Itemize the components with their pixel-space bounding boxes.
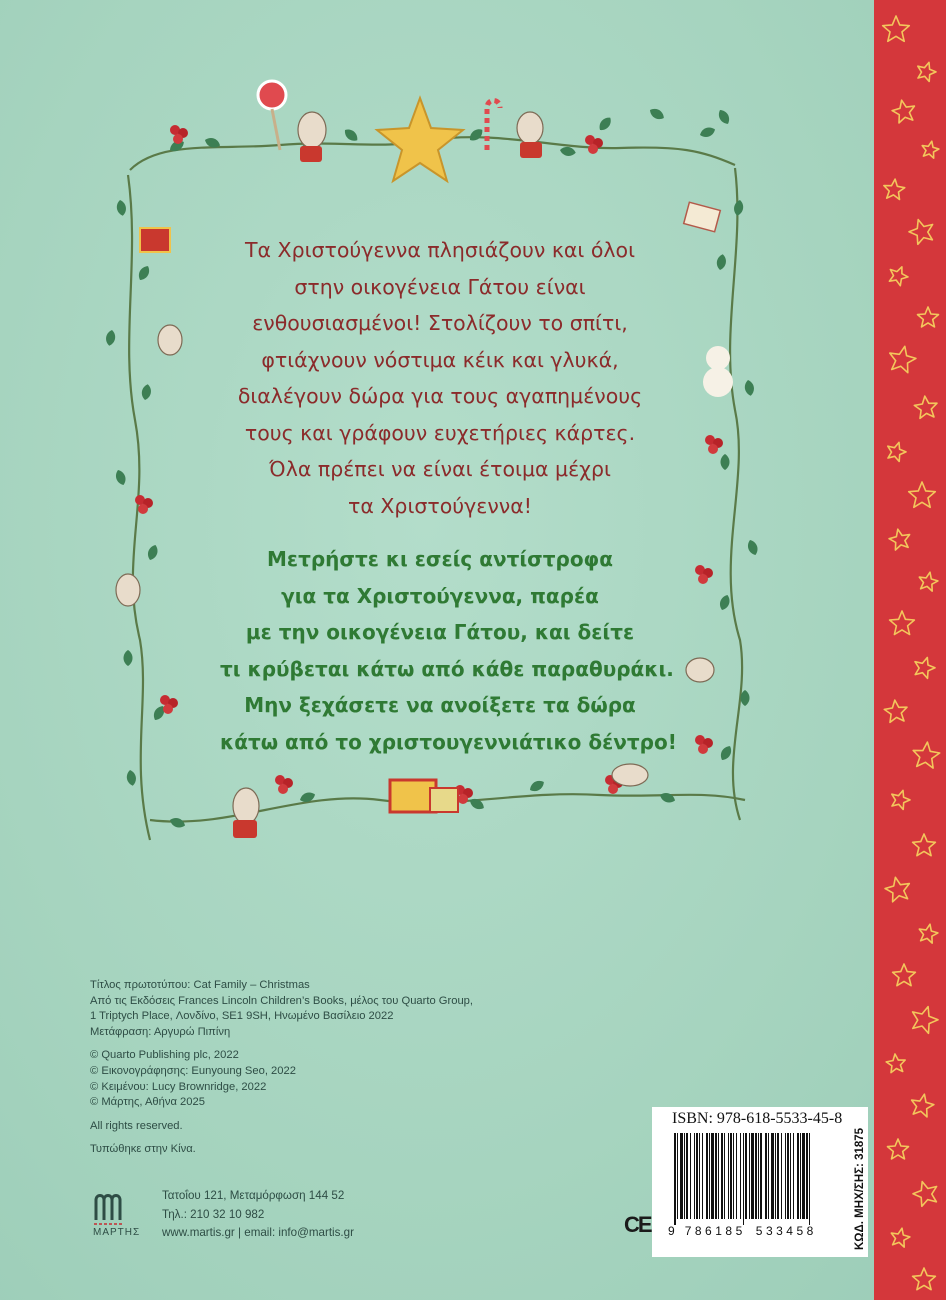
barcode-bar (718, 1133, 719, 1219)
star-icon (892, 790, 910, 809)
star-icon (890, 611, 915, 635)
copyright-line: © Εικονογράφησης: Eunyoung Seo, 2022 (90, 1064, 296, 1077)
star-icon (893, 964, 916, 986)
barcode-bar (790, 1133, 791, 1219)
barcode-bar (740, 1133, 741, 1219)
barcode-bar (743, 1133, 744, 1225)
ce-mark: CE (624, 1212, 651, 1237)
blurb-line: Μην ξεχάσετε να ανοίξετε τα δώρα (244, 693, 636, 717)
left-leaves (105, 199, 167, 786)
barcode-bar (690, 1133, 691, 1219)
barcode-icon (668, 1133, 818, 1225)
barcode-bar (736, 1133, 737, 1219)
copyright-line: © Quarto Publishing plc, 2022 (90, 1049, 239, 1062)
gift-box-icon (140, 228, 170, 252)
barcode-bar (728, 1133, 729, 1219)
barcode-bar (777, 1133, 779, 1219)
barcode-bar (755, 1133, 757, 1219)
star-icon (909, 220, 933, 245)
barcode-bar (677, 1133, 678, 1219)
barcode-bar (711, 1133, 714, 1219)
star-icon (915, 658, 935, 679)
barcode-bar (696, 1133, 698, 1219)
barcode-bar (768, 1133, 769, 1219)
blurb-paragraph-green (220, 541, 677, 760)
star-icon (912, 1094, 934, 1117)
star-icon (919, 924, 938, 943)
star-icon (919, 572, 938, 591)
star-icon (883, 16, 910, 41)
barcode-bar (733, 1133, 734, 1219)
barcode-bar (680, 1133, 683, 1219)
credit-line: Από τις Εκδόσεις Frances Lincoln Children’s Books, μέλος του Quarto Group, (90, 994, 474, 1007)
barcode-bar (745, 1133, 747, 1219)
star-icon (913, 834, 936, 856)
blurb-line: τους και γράφουν ευχετήριες κάρτες. (244, 420, 636, 445)
barcode-bar (800, 1133, 801, 1219)
star-icon (913, 1182, 937, 1207)
blurb-paragraph-red (220, 232, 660, 524)
star-icon (889, 267, 908, 286)
barcode-bar (699, 1133, 700, 1219)
barcode-bar (775, 1133, 776, 1219)
barcode-bar (709, 1133, 710, 1219)
star-icon (913, 742, 940, 768)
credit-line: Τίτλος πρωτοτύπου: Cat Family – Christmas (90, 979, 310, 991)
snowman-icon (703, 346, 733, 397)
barcode-bar (721, 1133, 723, 1219)
barcode-bar (793, 1133, 794, 1219)
barcode-bar (674, 1133, 676, 1225)
barcode-bar (686, 1133, 688, 1219)
blurb-line: για τα Χριστούγεννα, παρέα (281, 583, 599, 608)
barcode-bar (787, 1133, 789, 1219)
publisher-phone: Τηλ.: 210 32 10 982 (162, 1207, 265, 1221)
star-icon (914, 396, 937, 418)
star-icon (922, 141, 939, 158)
barcode-bar (702, 1133, 703, 1219)
credits-block (90, 978, 630, 1158)
barcode-bar (802, 1133, 805, 1219)
barcode-bar (760, 1133, 762, 1219)
star-icon (913, 1268, 936, 1290)
publisher-address: Τατοΐου 121, Μεταμόρφωση 144 52 (162, 1189, 345, 1202)
publisher-info (162, 1187, 354, 1243)
star-icon (909, 482, 936, 507)
blurb-line: Τα Χριστούγεννα πλησιάζουν και όλοι (244, 238, 636, 262)
barcode-bar (771, 1133, 774, 1219)
barcode-bar (758, 1133, 759, 1219)
star-icon (888, 442, 906, 461)
barcode-bar (765, 1133, 767, 1219)
barcode-first-digit: 9 (668, 1224, 675, 1238)
barcode-right-digits: 533458 (755, 1224, 817, 1238)
star-icon (884, 179, 905, 199)
envelope-icon (684, 202, 721, 232)
blurb-line: διαλέγουν δώρα για τους αγαπημένους (237, 384, 643, 408)
isbn-text: ISBN: 978-618-5533-45-8 (672, 1110, 843, 1127)
blurb-line: φτιάχνουν νόστιμα κέικ και γλυκά, (261, 347, 619, 372)
gift-box-icon (430, 788, 458, 812)
blurb-line: Όλα πρέπει να είναι έτοιμα μέχρι (269, 457, 611, 481)
blurb-line: ενθουσιασμένοι! Στολίζουν το σπίτι, (252, 311, 628, 335)
barcode-bar (806, 1133, 808, 1219)
star-icon (888, 1139, 909, 1159)
star-icon (884, 700, 907, 722)
lollipop-icon (258, 81, 286, 109)
publisher-name: ΜΑΡΤΗΣ (93, 1227, 141, 1238)
star-icon (890, 346, 916, 372)
stars-pattern (874, 0, 946, 1300)
barcode-bar (694, 1133, 695, 1219)
barcode-bar (785, 1133, 786, 1219)
barcode-bar (781, 1133, 782, 1219)
blurb-line: στην οικογένεια Γάτου είναι (294, 274, 586, 299)
barcode-bar (749, 1133, 750, 1219)
product-code: ΚΩΔ. ΜΗΧ/ΣΗΣ: 31875 (854, 1127, 866, 1250)
star-icon (885, 877, 909, 902)
star-icon (913, 1007, 938, 1034)
star-icon (891, 1228, 910, 1247)
printed-line: Τυπώθηκε στην Κίνα. (90, 1143, 196, 1156)
blurb-line: τι κρύβεται κάτω από κάθε παραθυράκι. (220, 656, 674, 681)
barcode-bar (730, 1133, 732, 1219)
candy-cane-icon (487, 101, 500, 151)
barcode-bar (809, 1133, 810, 1225)
blurb-line: με την οικογένεια Γάτου, και δείτε (245, 620, 635, 644)
credit-line: 1 Triptych Place, Λονδίνο, SE1 9SH, Ηνωμένο Βασίλειο 2022 (90, 1010, 394, 1023)
star-ornament (377, 98, 463, 181)
copyright-line: © Κειμένου: Lucy Brownridge, 2022 (90, 1080, 267, 1093)
blurb-line: τα Χριστούγεννα! (348, 493, 532, 518)
barcode-bar (724, 1133, 725, 1219)
star-icon (892, 100, 914, 123)
barcode-bar (684, 1133, 685, 1219)
barcode-digits (668, 1224, 817, 1238)
blurb-line: κάτω από το χριστουγεννιάτικο δέντρο! (220, 729, 677, 754)
translator-line: Μετάφραση: Αργυρώ Πιπίνη (90, 1025, 231, 1038)
copyright-line: © Μάρτης, Αθήνα 2025 (90, 1096, 205, 1109)
star-icon (889, 529, 910, 550)
barcode-bar (797, 1133, 799, 1219)
rights-line: All rights reserved. (90, 1119, 183, 1132)
barcode-left-digits: 786185 (684, 1224, 746, 1238)
barcode-bar (751, 1133, 754, 1219)
red-spine-strip (874, 0, 946, 1300)
star-icon (886, 1054, 905, 1073)
barcode-bar (706, 1133, 708, 1219)
blurb-line: Μετρήστε κι εσείς αντίστροφα (267, 547, 613, 571)
publisher-web[interactable]: www.martis.gr | email: info@martis.gr (162, 1226, 354, 1239)
star-icon (918, 62, 936, 81)
star-icon (918, 307, 939, 327)
barcode-bar (715, 1133, 717, 1219)
